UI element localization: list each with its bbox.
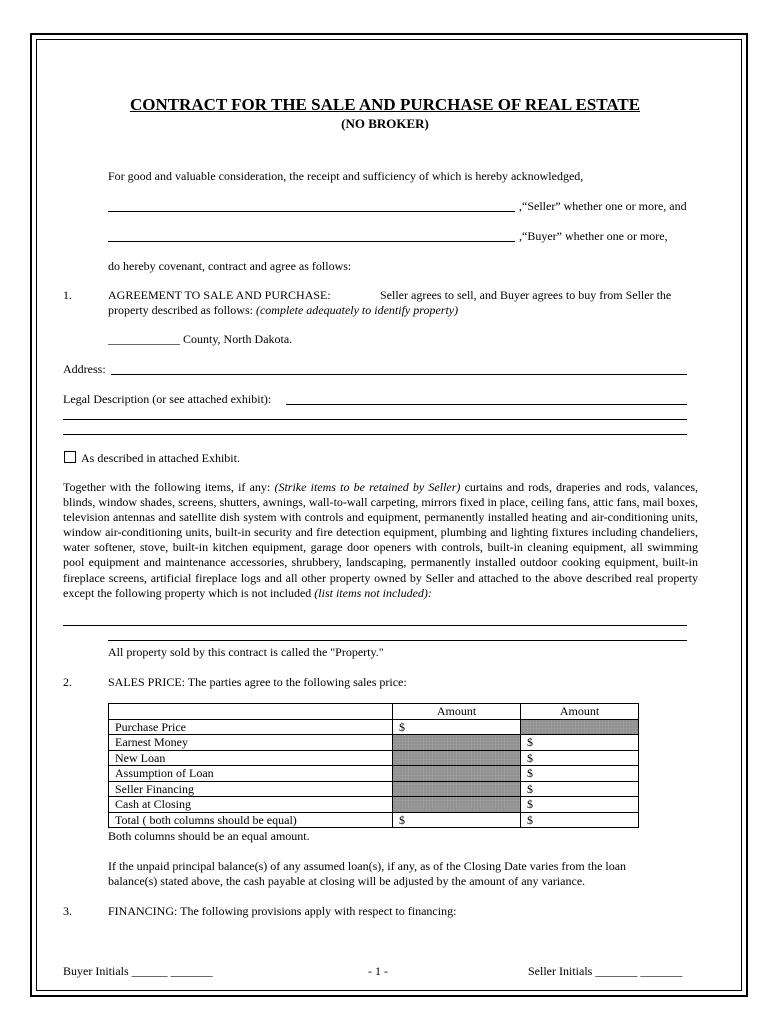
legal-description-line-1[interactable]	[286, 404, 687, 405]
shaded-cell	[521, 719, 639, 735]
section-2-number: 2.	[63, 675, 72, 689]
section-2-heading: SALES PRICE: The parties agree to the following sales price:	[108, 675, 407, 689]
legal-description-line-3[interactable]	[63, 434, 687, 435]
table-row	[109, 735, 639, 751]
section-3-number: 3.	[63, 904, 72, 918]
table-row	[109, 781, 639, 797]
county-line[interactable]: ____________ County, North Dakota.	[108, 332, 293, 346]
buyer-name-line[interactable]	[108, 241, 515, 242]
legal-description-label: Legal Description (or see attached exhibit):	[63, 392, 272, 406]
seller-name-line[interactable]	[108, 211, 515, 212]
section-1-line2	[108, 303, 458, 317]
shaded-cell	[393, 735, 521, 751]
page-number: - 1 -	[368, 964, 388, 978]
table-row	[109, 750, 639, 766]
included-items-strike-note: (Strike items to be retained by Seller)	[274, 480, 461, 494]
buyer-initials[interactable]: Buyer Initials ______ _______	[63, 964, 213, 978]
total-amount-1[interactable]: $	[393, 812, 521, 828]
cash-at-closing-amount-2[interactable]: $	[521, 797, 639, 813]
assumption-amount-2[interactable]: $	[521, 766, 639, 782]
row-label-cash-at-closing: Cash at Closing	[109, 797, 393, 813]
section-3-heading: FINANCING: The following provisions apply with respect to financing:	[108, 904, 457, 918]
table-row	[109, 797, 639, 813]
excluded-items-line-1[interactable]	[63, 625, 687, 626]
total-amount-2[interactable]: $	[521, 812, 639, 828]
section-1-heading: AGREEMENT TO SALE AND PURCHASE:	[108, 288, 331, 302]
exhibit-checkbox[interactable]	[64, 451, 76, 463]
seller-financing-amount-2[interactable]: $	[521, 781, 639, 797]
section-1-text: Seller agrees to sell, and Buyer agrees to buy from Seller the	[380, 288, 672, 302]
covenant-text: do hereby covenant, contract and agree as follows:	[108, 259, 352, 273]
address-line[interactable]	[111, 374, 687, 375]
row-label-total: Total ( both columns should be equal)	[109, 812, 393, 828]
row-label-assumption-of-loan: Assumption of Loan	[109, 766, 393, 782]
shaded-cell	[393, 797, 521, 813]
amount-column-2-header: Amount	[521, 704, 639, 720]
purchase-price-amount-1[interactable]: $	[393, 719, 521, 735]
exhibit-label: As described in attached Exhibit.	[81, 451, 240, 465]
shaded-cell	[393, 750, 521, 766]
table-row	[109, 812, 639, 828]
sales-table-header-row	[109, 704, 639, 720]
address-label: Address:	[63, 362, 106, 376]
section-1-line2-plain: property described as follows:	[108, 303, 256, 317]
document-title: CONTRACT FOR THE SALE AND PURCHASE OF REAL ESTATE	[129, 95, 641, 114]
section-1-line2-italic: (complete adequately to identify property)	[255, 303, 459, 317]
document-subtitle: (NO BROKER)	[341, 116, 429, 131]
seller-initials[interactable]: Seller Initials _______ _______	[528, 964, 683, 978]
included-items-paragraph	[63, 480, 698, 601]
amount-column-1-header: Amount	[393, 704, 521, 720]
legal-description-line-2[interactable]	[63, 419, 687, 420]
variance-text-line-1: If the unpaid principal balance(s) of any assumed loan(s), if any, as of the Closing Date varies from the loan	[108, 859, 627, 873]
variance-text-line-2: balance(s) stated above, the cash payable at closing will be adjusted by the amount of any variance.	[108, 874, 586, 888]
row-label-seller-financing: Seller Financing	[109, 781, 393, 797]
included-items-p2: curtains and rods, draperies and rods, valances, blinds, window shades, screens, shutters, awnings, wall-to-wall carpeting, mirrors fixed in place, ceiling fans, attic fans, mail boxes, television antennas and satellite dish system with controls and equipment, permanently installed heating and air-conditioning units, window air-conditioning units, built-in security and fire detection equipment, plumbing and lighting fixtures including chandeliers, water softener, stove, built-in kitchen equipment, garage door openers with controls, built-in cleaning equipment, all swimming pool equipment and maintenance accessories, shrubbery, landscaping, permanently installed outdoor cooking equipment, built-in fireplace screens, artificial fireplace logs and all other property owned by Seller and attached to the above described real property except the following property which is not included	[63, 480, 698, 600]
seller-label: ,“Seller” whether one or more, and	[519, 199, 687, 213]
row-label-new-loan: New Loan	[109, 750, 393, 766]
shaded-cell	[393, 781, 521, 797]
table-row	[109, 766, 639, 782]
equal-amount-note: Both columns should be an equal amount.	[108, 829, 310, 843]
intro-text: For good and valuable consideration, the receipt and sufficiency of which is hereby acknowledged,	[108, 169, 584, 183]
table-row	[109, 719, 639, 735]
excluded-items-note: (list items not included):	[314, 585, 432, 600]
new-loan-amount-2[interactable]: $	[521, 750, 639, 766]
sales-price-table	[108, 703, 639, 828]
sales-table-label-header	[109, 704, 393, 720]
shaded-cell	[393, 766, 521, 782]
buyer-label: ,“Buyer” whether one or more,	[519, 229, 668, 243]
earnest-money-amount-2[interactable]: $	[521, 735, 639, 751]
row-label-earnest-money: Earnest Money	[109, 735, 393, 751]
property-note: All property sold by this contract is called the "Property."	[108, 645, 384, 659]
excluded-items-line-2[interactable]	[108, 640, 687, 641]
row-label-purchase-price: Purchase Price	[109, 719, 393, 735]
section-1-number: 1.	[63, 288, 72, 302]
included-items-p1: Together with the following items, if any:	[63, 480, 275, 494]
